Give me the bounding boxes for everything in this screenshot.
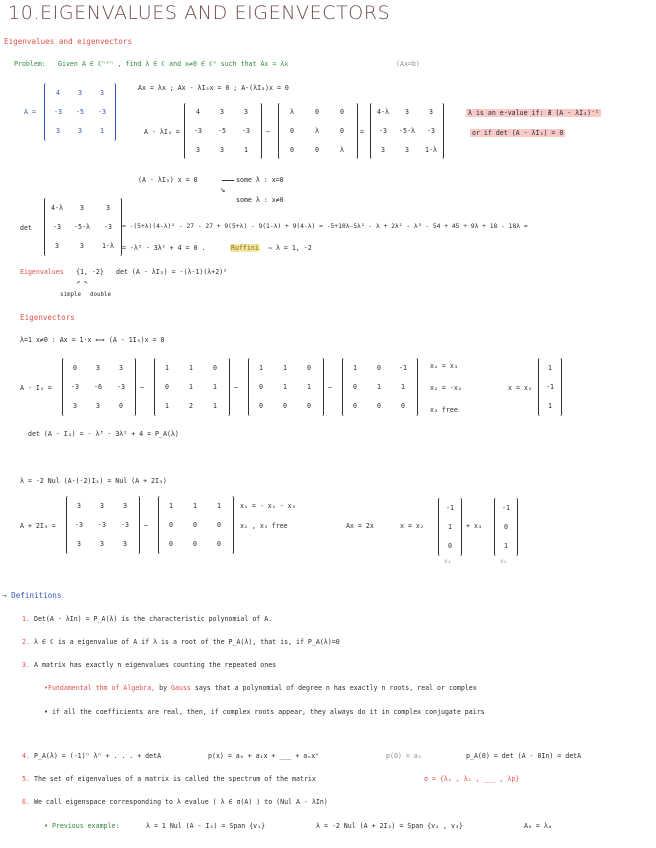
lambda1-matrix-2: 1 0 1 1 1 2 0 1 1: [154, 358, 230, 416]
lambda1-det-line: det (A - I₃) = - λ³ - 3λ² + 4 = P_A(λ): [28, 430, 179, 438]
lambda2-solution-2: x₂ , x₃ free: [240, 522, 288, 530]
eigenspace-lambda1: λ = 1 Nul (A - I₃) = Span {v₁}: [146, 822, 266, 830]
matrix-a-copy: 4 -3 3 3 -5 3 3 -3 1: [184, 103, 262, 159]
equals-sign: =: [360, 128, 364, 136]
definition-1: Det(A - λIn) = P_A(λ) is the characteristic polynomial of A.: [34, 615, 273, 623]
homogeneous-system: (A - λI₃) x = 0: [138, 176, 198, 184]
lambda2-vector-label: x = x₂: [400, 522, 424, 530]
trivial-case: some λ : x=0: [236, 176, 284, 184]
nontrivial-case: some λ : x≠0: [236, 196, 284, 204]
roots: ⇒ λ = 1, -2: [268, 244, 312, 252]
derivation-step-1: Ax = λx ; Ax - λI₃x = 0 ; A-(λI₃)x = 0: [138, 84, 289, 92]
lambda1-vector-label: x = x₃: [508, 384, 532, 392]
definition-number-5: 5.: [22, 775, 30, 783]
pa-at-zero: p_A(0) = det (A - 0In) = detA: [466, 752, 582, 760]
definition-4: P_A(λ) = (-1)ⁿ λⁿ + . . . + detA: [34, 752, 162, 760]
lambda2-matrix-1: 3 -3 3 3 -3 3 3 -3 3: [66, 496, 140, 554]
section-heading: Eigenvalues and eigenvectors: [4, 37, 133, 46]
definitions-heading: → Definitions: [2, 591, 62, 600]
v2-label: v₂: [500, 559, 507, 565]
v1-label: v₁: [444, 559, 451, 565]
matrix-lambda-identity: λ 0 0 0 λ 0 0 0 λ: [278, 103, 358, 159]
eigenvalues-set: {1, -2}: [76, 268, 104, 276]
definition-number-1: 1.: [22, 615, 30, 623]
previous-example-label: • Previous example:: [44, 822, 120, 830]
polynomial-form: p(x) = a₀ + a₁x + ___ + aₙxⁿ: [208, 752, 320, 760]
arrow-up-icon: ↗ ↖: [76, 278, 88, 286]
det-matrix: 4-λ -3 3 3 -5-λ 3 3 -3 1-λ: [44, 198, 122, 256]
lambda1-solution-2: x₂ = -x₃: [430, 384, 462, 392]
lambda2-eigenvector-2: -1 0 1: [494, 498, 518, 556]
lambda1-matrix-4: 1 0 0 0 1 0 -1 1 0: [342, 358, 418, 416]
lambda2-ax: Ax = 2x: [346, 522, 374, 530]
definition-number-6: 6.: [22, 798, 30, 806]
factorized-polynomial: det (A - λI₃) = -(λ-1)(λ+2)²: [116, 268, 228, 276]
matrix-a: 4 -3 3 3 -5 3 3 -3 1: [44, 83, 116, 141]
page-title: 10.EIGENVALUES AND EIGENVECTORS: [8, 2, 391, 24]
eigenvalues-label: Eigenvalues: [20, 268, 64, 276]
lambda1-matrix-1: 0 -3 3 3 -6 3 3 -3 0: [62, 358, 136, 416]
lambda1-eigenvector: 1 -1 1: [538, 358, 562, 416]
arrow-down-icon: ↘: [220, 185, 226, 195]
eigenvectors-heading: Eigenvectors: [20, 313, 75, 322]
fundamental-theorem-note: •Fundamental thm of Algebra, by Gauss says that a polynomial of degree n has exactly n roots, real or complex: [44, 684, 477, 692]
definition-number-3: 3.: [22, 661, 30, 669]
det-expansion: = -(5+λ)(4-λ)² - 27 - 27 + 9(5+λ) - 9(1-λ) + 9(4-λ) = -5+10λ-5λ² - λ + 2λ² - λ³ - 54 + 45 + 9λ + 18 - 18λ =: [122, 223, 528, 230]
problem-compare: (Ax=b): [396, 60, 420, 68]
lambda1-solution-3: x₃ free: [430, 406, 458, 414]
row-equiv-4: ~: [144, 522, 148, 530]
row-equiv-2: ~: [234, 384, 238, 392]
definition-2: λ ∈ ℂ is a eigenvalue of A if λ is a root of the P_A(λ), that is, if P_A(λ)=0: [34, 638, 340, 646]
multiplicity-double: double: [90, 292, 111, 298]
p-at-zero: p(0) = a₀: [386, 752, 422, 760]
matrix-a-minus-lambda: 4-λ -3 3 3 -5-λ 3 3 -3 1-λ: [370, 103, 444, 159]
definition-number-4: 4.: [22, 752, 30, 760]
eigenspace-lambda2: λ = -2 Nul (A + 2I₃) = Span {v₂ , v₃}: [316, 822, 463, 830]
a-minus-lambda-label: A - λI₃ =: [144, 128, 180, 136]
lambda1-matrix-3: 1 0 0 1 1 0 0 1 0: [248, 358, 324, 416]
matrix-a-label: A =: [24, 108, 36, 116]
lambda2-header: λ = -2 Nul (A-(-2)I₃) = Nul (A + 2I₃): [20, 477, 167, 485]
ruffini-note: Ruffini: [231, 244, 259, 252]
lambda1-header: λ=1 x≠0 : Ax = 1·x ⟺ (A - 1I₃)x = 0: [20, 336, 165, 344]
lambda2-eigenvector-1: -1 1 0: [438, 498, 462, 556]
minus-sign: −: [266, 128, 270, 136]
lambda2-solution-1: x₁ = - x₂ - x₃: [240, 502, 296, 510]
eigenvalue-condition: λ is an e-value if: ∄ (A - λI₃)⁻¹: [468, 109, 600, 117]
problem-label: Problem:: [14, 60, 46, 68]
row-equiv-3: ~: [328, 384, 332, 392]
spectrum-set: σ = {λ₁ , λ₂ , ___ , λp}: [424, 775, 520, 783]
multiplicity-simple: simple: [60, 292, 81, 298]
definition-5: The set of eigenvalues of a matrix is called the spectrum of the matrix: [34, 775, 316, 783]
definition-number-2: 2.: [22, 638, 30, 646]
lambda2-matrix-label: A + 2I₃ =: [20, 522, 56, 530]
eigenvalue-det-condition: or if det (A - λI₃) = 0: [472, 129, 564, 137]
definition-6: We call eigenspace corresponding to λ evalue ( λ ∈ σ(A) ) to (Nul A - λIn): [34, 798, 328, 806]
a0-note: A₀ = λ₀: [524, 822, 552, 830]
problem-statement: Given A ∈ ℂⁿˣⁿ , find λ ∈ ℂ and x≠0 ∈ ℂⁿ such that Ax = λx: [58, 60, 289, 68]
row-equiv-1: ~: [140, 384, 144, 392]
char-polynomial: = -λ³ - 3λ² + 4 = 0 .: [122, 244, 206, 252]
definition-3: A matrix has exactly n eigenvalues counting the repeated ones: [34, 661, 277, 669]
arrow-icon: [222, 180, 234, 181]
lambda1-solution-1: x₁ = x₃: [430, 362, 458, 370]
complex-roots-note: • if all the coefficients are real, then, if complex roots appear, they always do it in complex conjugate pairs: [44, 708, 485, 716]
lambda2-matrix-2: 1 0 0 1 0 0 1 0 0: [158, 496, 234, 554]
lambda1-matrix-label: A - I₃ =: [20, 384, 52, 392]
det-label: det: [20, 224, 32, 232]
plus-x3: + x₃: [466, 522, 482, 530]
